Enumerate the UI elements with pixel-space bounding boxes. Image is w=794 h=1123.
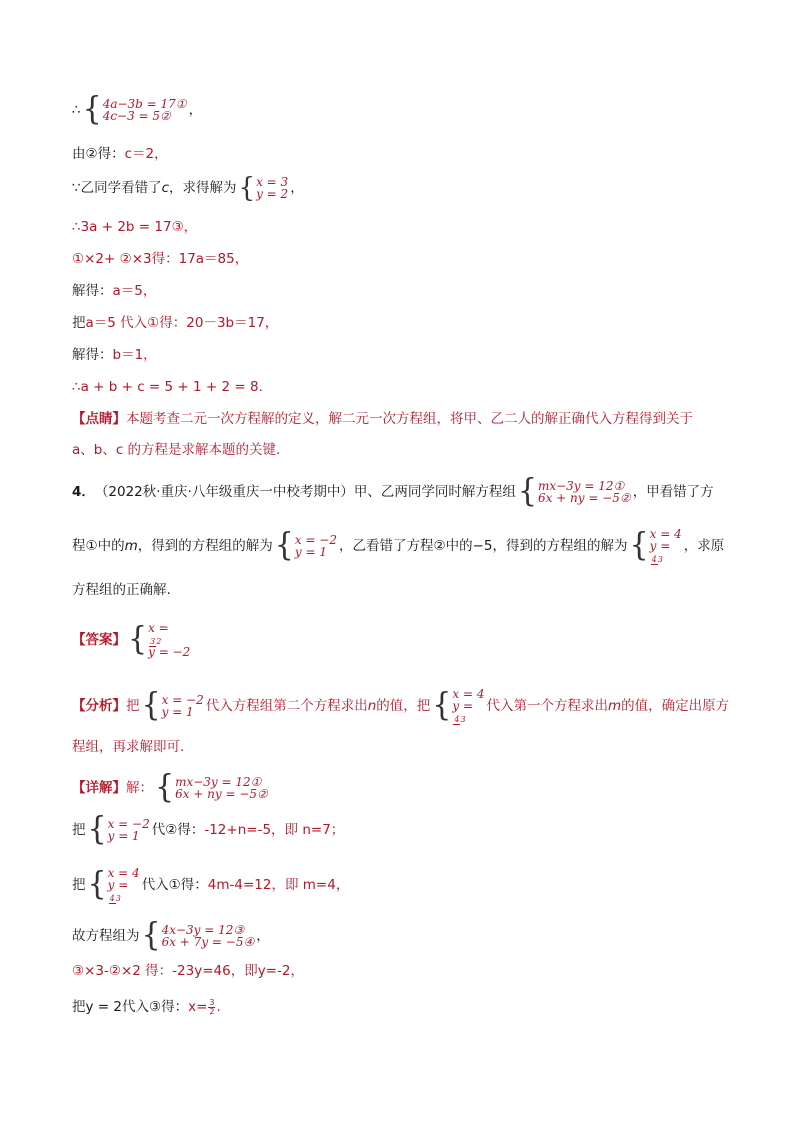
step-math: ∴3a + 2b = 17③， <box>72 219 198 235</box>
analysis-text: 的值，把 <box>376 698 431 714</box>
equation-system-line <box>72 91 203 128</box>
detail-text: 代②得： <box>151 822 205 838</box>
equation-lhs: y = <box>452 699 474 713</box>
question-text: ，甲看错了方 <box>632 484 714 500</box>
step-math: 17a＝85， <box>178 251 249 267</box>
step-math: a＝5 代入①得： <box>85 315 187 331</box>
equation-row: x = −2 <box>161 693 204 707</box>
brace-icon: { <box>82 91 102 128</box>
variable: c <box>161 180 170 196</box>
comment-paragraph <box>72 441 280 459</box>
question-line <box>72 528 724 564</box>
detail-line <box>72 998 221 1016</box>
solution-step <box>72 314 278 332</box>
fraction-numerator: 4 <box>651 555 657 564</box>
brace-icon: { <box>87 811 107 848</box>
question-text: ，得到的方程组的解为 <box>137 538 273 554</box>
equation-row: y = 1 <box>294 545 327 559</box>
brace-icon: { <box>141 917 161 954</box>
brace-icon: { <box>87 866 107 903</box>
detail-line <box>72 769 270 806</box>
step-text: 由②得： <box>72 146 125 162</box>
equation-row: y = −2 <box>148 645 191 659</box>
brace-icon: { <box>238 172 256 204</box>
question-number: 4． <box>72 484 95 500</box>
variable: m <box>124 538 138 554</box>
detail-text: 解： <box>126 780 153 796</box>
equation-system <box>517 473 631 510</box>
equation-system <box>432 688 484 724</box>
variable: m <box>607 698 622 714</box>
equation-row: 4a−3b = 17① <box>102 97 187 111</box>
step-text: 把 <box>72 315 86 331</box>
detail-text: 代入①得： <box>141 877 208 893</box>
brace-icon: { <box>629 527 649 564</box>
variable: n <box>367 698 377 714</box>
detail-math: -12+n=-5，即 n=7； <box>204 822 345 838</box>
brace-icon: { <box>517 473 537 510</box>
equation-system <box>155 769 268 806</box>
equation-system <box>274 527 337 564</box>
equation-row <box>452 700 484 724</box>
equation-row: y = 1 <box>161 705 194 719</box>
solution-step <box>72 378 263 396</box>
equation-row <box>148 622 190 646</box>
fraction-numerator: 4 <box>109 894 115 903</box>
brace-icon: { <box>155 769 175 806</box>
question-text: 甲、乙两同学同时解方程组 <box>353 484 516 500</box>
equation-row: 6x + ny = −5② <box>175 787 268 801</box>
detail-math: -23y=46，即y=-2， <box>172 963 304 979</box>
fraction-denominator: 2 <box>156 637 162 646</box>
detail-text: 把 <box>72 877 86 893</box>
equation-row: x = −2 <box>294 533 337 547</box>
solution-step <box>72 172 304 204</box>
equation-system <box>87 811 150 848</box>
equation-row: 6x + 7y = −5④ <box>161 935 255 949</box>
step-math: c＝2， <box>124 146 168 162</box>
comment-tag: 【点睛】 <box>72 411 126 427</box>
step-math: ∴a + b + c = 5 + 1 + 2 = 8. <box>72 379 263 395</box>
fraction-denominator: 3 <box>460 715 466 724</box>
question-source: （2022秋·重庆·八年级重庆一中校考期中） <box>94 484 354 500</box>
detail-math: 4m-4=12，即 m=4， <box>207 877 350 893</box>
analysis-tag: 【分析】 <box>72 698 126 714</box>
equation-system <box>630 528 682 564</box>
solution-step <box>72 145 168 163</box>
question-text: 方程组的正确解. <box>72 582 171 598</box>
analysis-text: 的值，确定出原方 <box>621 698 730 714</box>
step-text: ∵乙同学看错了 <box>72 180 162 196</box>
equation-row: x = 3 <box>256 175 289 189</box>
step-text: ①×2+ ②×3得： <box>72 251 179 267</box>
equation-system <box>128 622 190 658</box>
equation-system <box>88 867 140 903</box>
punctuation: ， <box>290 180 304 196</box>
detail-text: 故方程组为 <box>72 928 140 944</box>
fraction-denominator: 2 <box>209 1006 215 1016</box>
fraction-denominator: 3 <box>115 894 121 903</box>
equation-system <box>238 172 289 204</box>
question-text: ，乙看错了方程②中的−5，得到的方程组的解为 <box>339 538 628 554</box>
equation-row: x = 4 <box>649 527 682 541</box>
analysis-text: 代入第一个方程求出 <box>486 698 608 714</box>
fraction-numerator: 3 <box>150 637 156 646</box>
equation-system <box>141 687 204 724</box>
question-line <box>72 473 714 510</box>
detail-line <box>72 867 349 903</box>
detail-text: 把 <box>72 822 86 838</box>
analysis-line <box>72 688 729 724</box>
comment-paragraph <box>72 410 693 428</box>
step-text: 解得： <box>72 347 113 363</box>
equation-row: x = 4 <box>107 866 140 880</box>
analysis-text: 程组，再求解即可. <box>72 739 185 755</box>
question-text: 程①中的 <box>72 538 125 554</box>
equation-system <box>82 91 187 128</box>
therefore-symbol: ∴ <box>72 102 81 118</box>
step-math: a＝5， <box>112 283 157 299</box>
solution-step <box>72 282 156 300</box>
analysis-text: 代入方程组第二个方程求出 <box>205 698 368 714</box>
detail-line <box>72 962 304 980</box>
comment-text: a、b、c 的方程是求解本题的关键. <box>72 442 281 458</box>
equation-system <box>141 917 255 954</box>
comment-text: 本题考查二元一次方程解的定义，解二元一次方程组，将甲、乙二人的解正确代入方程得到关于 <box>126 411 693 427</box>
detail-tag: 【详解】 <box>72 780 126 796</box>
question-text: ，求原 <box>683 538 725 554</box>
solution-step <box>72 250 248 268</box>
brace-icon: { <box>141 687 161 724</box>
brace-icon: { <box>128 621 148 658</box>
detail-line <box>72 917 270 954</box>
solution-step <box>72 218 197 236</box>
punctuation: . <box>216 999 221 1015</box>
equation-row: y = 2 <box>256 187 289 201</box>
equation-row: 4c−3 = 5② <box>102 109 171 123</box>
brace-icon: { <box>432 687 452 724</box>
detail-text: ③×3-②×2 得： <box>72 963 173 979</box>
step-math: b＝1， <box>112 347 157 363</box>
fraction-numerator: 4 <box>454 715 460 724</box>
equation-lhs: y = <box>107 878 129 892</box>
equation-row: 6x + ny = −5② <box>537 491 631 505</box>
equation-row: y = 1 <box>107 829 140 843</box>
punctuation: ， <box>188 102 203 118</box>
equation-row: x = −2 <box>107 817 150 831</box>
step-text: ，求得解为 <box>169 180 237 196</box>
analysis-text: 把 <box>126 698 140 714</box>
equation-row <box>108 879 140 903</box>
equation-row: mx−3y = 12① <box>175 775 262 789</box>
fraction-numerator: 3 <box>209 997 215 1007</box>
punctuation: ， <box>256 928 270 944</box>
brace-icon: { <box>274 527 294 564</box>
analysis-line <box>72 738 184 756</box>
answer-tag: 【答案】 <box>72 632 126 648</box>
fraction-denominator: 3 <box>657 555 663 564</box>
question-line <box>72 581 171 599</box>
solution-step <box>72 346 157 364</box>
equation-lhs: x = <box>148 621 169 635</box>
answer-line <box>72 622 192 658</box>
detail-text: 把y = 2代入③得： <box>72 999 189 1015</box>
equation-row: mx−3y = 12① <box>537 479 625 493</box>
step-text: 解得： <box>72 283 113 299</box>
detail-math: x= <box>188 999 208 1015</box>
step-math: 20－3b＝17， <box>186 315 279 331</box>
equation-row: 4x−3y = 12③ <box>161 923 245 937</box>
detail-line <box>72 811 345 848</box>
equation-row <box>650 540 682 564</box>
equation-row: x = 4 <box>452 687 485 701</box>
equation-lhs: y = <box>649 539 671 553</box>
